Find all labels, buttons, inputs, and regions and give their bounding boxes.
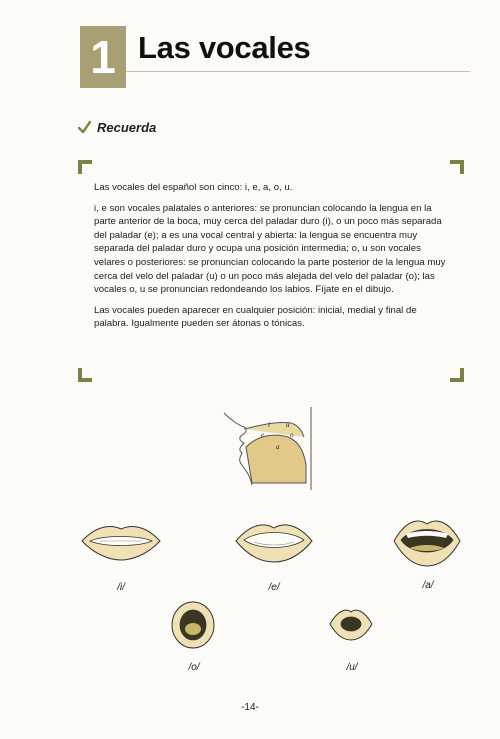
diagram-label-e: e: [261, 431, 265, 439]
lips-o: [170, 600, 216, 650]
title-underline: [126, 71, 470, 72]
paragraph-intro: Las vocales del español son cinco: i, e, a, o, u.: [94, 182, 293, 193]
lips-e: [234, 518, 314, 564]
vowel-label-i: /i/: [117, 582, 125, 593]
recuerda-label: Recuerda: [97, 120, 157, 135]
bracket-bottom-right: [450, 368, 464, 382]
vowel-label-o: /o/: [188, 662, 200, 673]
bracket-bottom-left: [78, 368, 92, 382]
lips-a: [392, 514, 462, 568]
vowel-label-e: /e/: [268, 582, 280, 593]
chapter-title: Las vocales: [138, 30, 311, 65]
vowel-label-u: /u/: [346, 662, 358, 673]
bracket-top-right: [450, 160, 464, 174]
bracket-top-left: [78, 160, 92, 174]
paragraph-position: Las vocales pueden aparecer en cualquier posición: inicial, medial y final de palabra. Igualmente pueden ser átonas o tónicas.: [94, 304, 417, 330]
diagram-label-o: o: [290, 431, 294, 439]
page-number: -14-: [241, 702, 259, 713]
diagram-label-a: a: [276, 443, 280, 451]
paragraph-description: i, e son vocales palatales o anteriores: se pronuncian colocando la lengua en la parte anterior de la boca, muy cerca del paladar duro (i), o un poco más separada del paladar (e); a es una vocal central y abierta: la lengua se encuentra muy separada del paladar duro y ocupa una posición intermedia; o, u son vocales velares o posteriores: se pronuncian colocando la parte posterior de la lengua muy cerca del velo del paladar (u) o un poco más alejada del velo del paladar (o); las vocales o, u se pronuncian redondeando los labios. Fíjate en el dibujo.: [94, 202, 446, 296]
recuerda-heading: [78, 120, 156, 135]
check-icon: [78, 121, 91, 134]
lips-i: [80, 520, 162, 562]
diagram-label-i: i: [268, 421, 270, 429]
diagram-label-u: u: [286, 421, 290, 429]
chapter-number: 1: [90, 31, 116, 83]
vocal-tract-diagram: [216, 405, 326, 490]
vowel-label-a: /a/: [422, 580, 434, 591]
recuerda-box-text: [94, 181, 452, 338]
lips-u: [328, 606, 374, 642]
